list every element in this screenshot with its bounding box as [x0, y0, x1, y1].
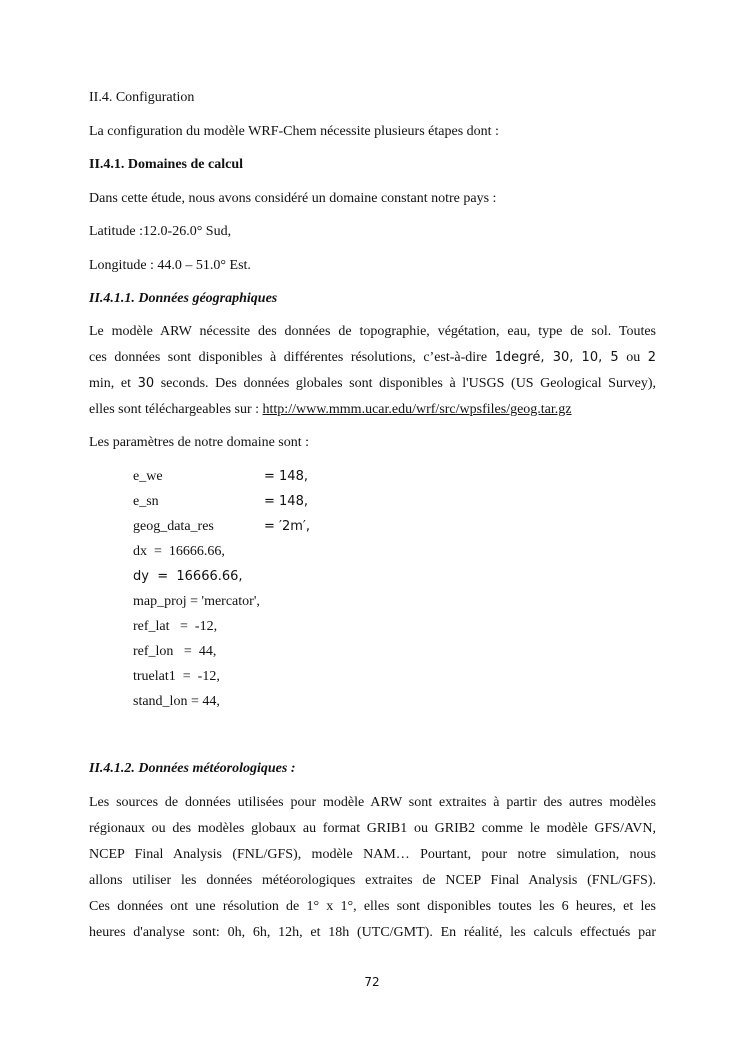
section-heading: II.4. Configuration — [89, 90, 195, 105]
meteo-paragraph-line-2: régionaux ou des modèles globaux au format GRIB1 ou GRIB2 comme le modèle GFS/AVN, — [89, 821, 656, 836]
param-geog-data-res: geog_data_res = ′2m′, — [133, 519, 310, 534]
geog-download-link[interactable]: http://www.mmm.ucar.edu/wrf/src/wpsfiles/geog.tar.gz — [262, 402, 572, 417]
meteo-paragraph-line-5: Ces données ont une résolution de 1° x 1°, elles sont disponibles toutes les 6 heures, et les — [89, 899, 656, 914]
param-dx: dx = 16666.66, — [133, 544, 225, 559]
section-intro: La configuration du modèle WRF-Chem nécessite plusieurs étapes dont : — [89, 124, 499, 139]
geo-paragraph-line-1: Le modèle ARW nécessite des données de topographie, végétation, eau, type de sol. Toutes — [89, 324, 656, 339]
param-e-we: e_we = 148, — [133, 469, 308, 484]
page-number: 72 — [364, 975, 380, 989]
meteo-paragraph-line-3: NCEP Final Analysis (FNL/GFS), modèle NAM… Pourtant, pour notre simulation, nous — [89, 847, 656, 862]
latitude-line: Latitude :12.0-26.0° Sud, — [89, 224, 232, 239]
domains-text: Dans cette étude, nous avons considéré un domaine constant notre pays : — [89, 191, 497, 206]
domains-heading: II.4.1. Domaines de calcul — [89, 157, 243, 172]
geo-heading: II.4.1.1. Données géographiques — [89, 291, 278, 306]
meteo-heading: II.4.1.2. Données météorologiques : — [89, 761, 296, 776]
params-intro: Les paramètres de notre domaine sont : — [89, 435, 310, 450]
param-ref-lat: ref_lat = -12, — [133, 619, 218, 634]
geo-paragraph-line-4: elles sont téléchargeables sur : http://www.mmm.ucar.edu/wrf/src/wpsfiles/geog.tar.gz — [89, 402, 572, 417]
param-stand-lon: stand_lon = 44, — [133, 694, 220, 709]
meteo-paragraph-line-6: heures d'analyse sont: 0h, 6h, 12h, et 18h (UTC/GMT). En réalité, les calculs effectués par — [89, 925, 656, 940]
meteo-paragraph-line-4: allons utiliser les données météorologiques extraites de NCEP Final Analysis (FNL/GFS). — [89, 873, 656, 888]
geo-paragraph-line-3: min, et 30 seconds. Des données globales sont disponibles à l'USGS (US Geological Survey), — [89, 376, 657, 391]
param-map-proj: map_proj = 'mercator', — [133, 594, 260, 609]
longitude-line: Longitude : 44.0 – 51.0° Est. — [89, 258, 251, 273]
geo-paragraph-line-2: ces données sont disponibles à différentes résolutions, c’est-à-dire 1degré, 30, 10, 5 ou 2 — [89, 350, 657, 365]
param-dy: dy = 16666.66, — [133, 569, 243, 584]
param-truelat1: truelat1 = -12, — [133, 669, 220, 684]
param-e-sn: e_sn = 148, — [133, 494, 308, 509]
param-ref-lon: ref_lon = 44, — [133, 644, 217, 659]
meteo-paragraph-line-1: Les sources de données utilisées pour modèle ARW sont extraites à partir des autres modèles — [89, 795, 656, 810]
